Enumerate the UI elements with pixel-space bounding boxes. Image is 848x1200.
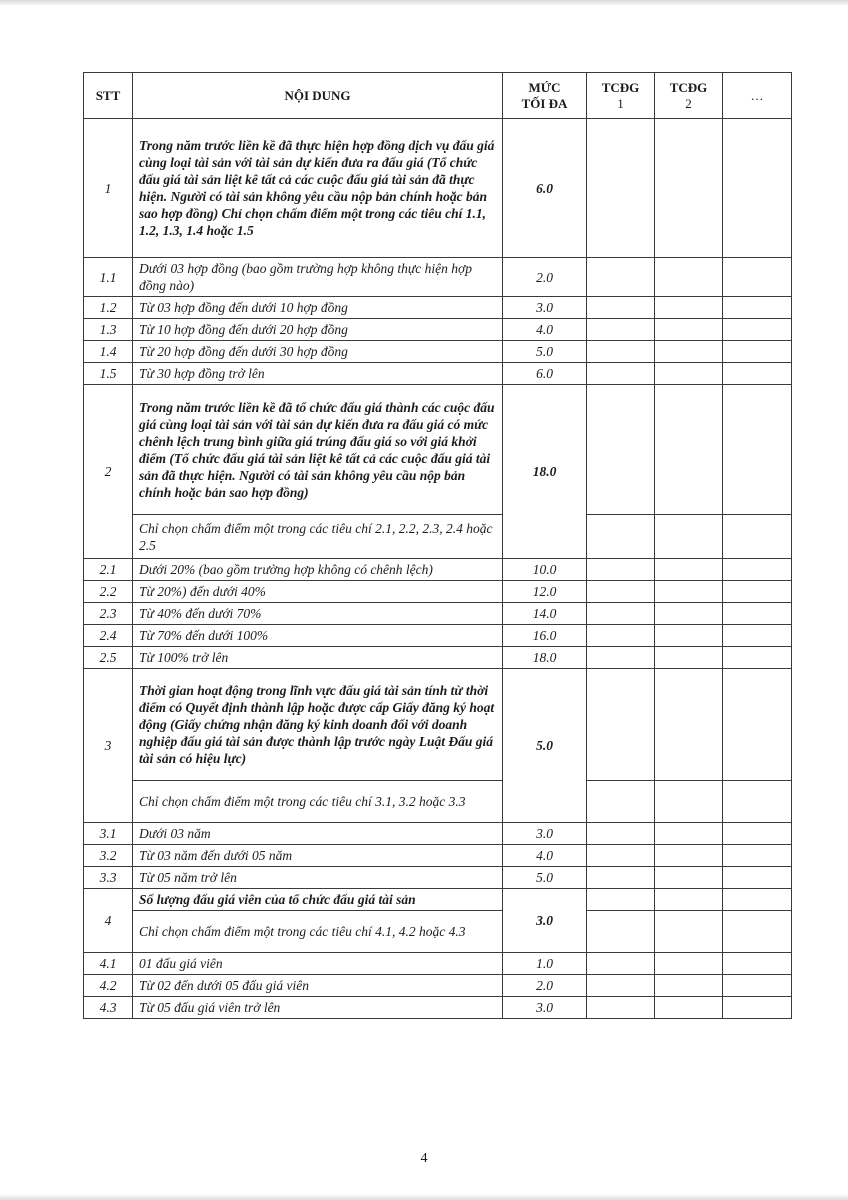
section-max: 5.0 (503, 669, 587, 823)
criterion-content: Từ 20%) đến dưới 40% (133, 581, 503, 603)
score-cell (655, 341, 723, 363)
score-cell (587, 845, 655, 867)
score-cell (655, 363, 723, 385)
table-row (84, 319, 792, 341)
criterion-max: 18.0 (503, 647, 587, 669)
score-cell (723, 559, 792, 581)
header-content: NỘI DUNG (133, 73, 503, 119)
criterion-max: 2.0 (503, 258, 587, 297)
criterion-max: 4.0 (503, 845, 587, 867)
score-cell (587, 823, 655, 845)
score-cell (655, 647, 723, 669)
section-note-row (84, 781, 792, 823)
score-cell (587, 867, 655, 889)
score-cell (655, 625, 723, 647)
criterion-stt: 1.5 (84, 363, 133, 385)
score-cell (655, 297, 723, 319)
score-cell (723, 515, 792, 559)
section-note: Chỉ chọn chấm điểm một trong các tiêu chí 4.1, 4.2 hoặc 4.3 (133, 911, 503, 953)
criterion-stt: 4.3 (84, 997, 133, 1019)
criterion-stt: 2.4 (84, 625, 133, 647)
score-cell (723, 823, 792, 845)
score-cell (655, 975, 723, 997)
score-cell (587, 997, 655, 1019)
score-cell (655, 867, 723, 889)
table-row (84, 258, 792, 297)
criterion-content: Từ 05 đấu giá viên trở lên (133, 997, 503, 1019)
criterion-content: Từ 02 đến dưới 05 đấu giá viên (133, 975, 503, 997)
score-cell (723, 867, 792, 889)
score-cell (723, 911, 792, 953)
score-cell (655, 515, 723, 559)
criterion-stt: 4.1 (84, 953, 133, 975)
criterion-stt: 3.2 (84, 845, 133, 867)
criterion-content: Từ 70% đến dưới 100% (133, 625, 503, 647)
criterion-max: 12.0 (503, 581, 587, 603)
section-content: Trong năm trước liền kề đã tổ chức đấu giá thành các cuộc đấu giá cùng loại tài sản với tài sản dự kiến đưa ra đấu giá có mức chênh lệch trung bình giữa giá trúng đấu giá so với giá khởi điểm (Tổ chức đấu giá tài sản liệt kê tất cả các cuộc đấu giá tài sản đã thực hiện. Người có tài sản không yêu cầu nộp bản chính hoặc bản sao hợp đồng) (133, 385, 503, 515)
score-cell (587, 385, 655, 515)
score-cell (723, 997, 792, 1019)
header-max: MỨC TỐI ĐA (503, 73, 587, 119)
section-stt: 2 (84, 385, 133, 559)
header-stt: STT (84, 73, 133, 119)
criterion-max: 6.0 (503, 363, 587, 385)
score-cell (723, 953, 792, 975)
criterion-max: 16.0 (503, 625, 587, 647)
score-cell (723, 319, 792, 341)
score-cell (587, 341, 655, 363)
section-max: 6.0 (503, 119, 587, 258)
table-row (84, 341, 792, 363)
table-row (84, 603, 792, 625)
section-row (84, 669, 792, 781)
table-row (84, 647, 792, 669)
score-cell (655, 119, 723, 258)
criterion-max: 14.0 (503, 603, 587, 625)
score-cell (655, 845, 723, 867)
score-cell (587, 669, 655, 781)
criterion-content: Từ 03 năm đến dưới 05 năm (133, 845, 503, 867)
table-row (84, 867, 792, 889)
criterion-stt: 1.4 (84, 341, 133, 363)
section-note-row (84, 515, 792, 559)
criterion-stt: 4.2 (84, 975, 133, 997)
criterion-content: Từ 40% đến dưới 70% (133, 603, 503, 625)
score-cell (723, 119, 792, 258)
criterion-max: 3.0 (503, 297, 587, 319)
score-cell (655, 581, 723, 603)
criterion-max: 3.0 (503, 823, 587, 845)
score-cell (587, 911, 655, 953)
section-content: Số lượng đấu giá viên của tổ chức đấu giá tài sản (133, 889, 503, 911)
score-cell (587, 625, 655, 647)
score-cell (655, 385, 723, 515)
criterion-stt: 2.2 (84, 581, 133, 603)
score-cell (723, 889, 792, 911)
score-cell (723, 363, 792, 385)
score-cell (723, 845, 792, 867)
score-cell (655, 889, 723, 911)
section-note-row (84, 911, 792, 953)
table-row (84, 823, 792, 845)
section-content: Thời gian hoạt động trong lĩnh vực đấu giá tài sản tính từ thời điểm có Quyết định thành lập hoặc được cấp Giấy đăng ký hoạt động (Giấy chứng nhận đăng ký kinh doanh đối với doanh nghiệp đấu giá tài sản được thành lập trước ngày Luật Đấu giá tài sản có hiệu lực) (133, 669, 503, 781)
criterion-max: 4.0 (503, 319, 587, 341)
table-row (84, 975, 792, 997)
header-tcdg-2: TCĐG 2 (655, 73, 723, 119)
score-cell (587, 258, 655, 297)
criterion-max: 5.0 (503, 867, 587, 889)
criterion-stt: 1.1 (84, 258, 133, 297)
table-row (84, 845, 792, 867)
score-cell (723, 669, 792, 781)
criterion-content: Từ 30 hợp đồng trở lên (133, 363, 503, 385)
score-cell (655, 997, 723, 1019)
score-cell (587, 319, 655, 341)
score-cell (587, 515, 655, 559)
score-cell (587, 603, 655, 625)
score-cell (587, 889, 655, 911)
section-content: Trong năm trước liền kề đã thực hiện hợp đồng dịch vụ đấu giá cùng loại tài sản với tài sản dự kiến đưa ra đấu giá (Tổ chức đấu giá tài sản liệt kê tất cả các cuộc đấu giá tài sản đã thực hiện. Người có tài sản không yêu cầu nộp bản chính hoặc bản sao hợp đồng) Chỉ chọn chấm điểm một trong các tiêu chí 1.1, 1.2, 1.3, 1.4 hoặc 1.5 (133, 119, 503, 258)
score-cell (655, 823, 723, 845)
criterion-max: 5.0 (503, 341, 587, 363)
section-note: Chỉ chọn chấm điểm một trong các tiêu chí 2.1, 2.2, 2.3, 2.4 hoặc 2.5 (133, 515, 503, 559)
score-cell (587, 363, 655, 385)
score-cell (655, 781, 723, 823)
score-cell (723, 258, 792, 297)
score-cell (587, 581, 655, 603)
criterion-stt: 1.2 (84, 297, 133, 319)
score-cell (655, 258, 723, 297)
score-cell (723, 341, 792, 363)
score-cell (587, 119, 655, 258)
table-header-row (84, 73, 792, 119)
score-cell (723, 781, 792, 823)
score-cell (723, 581, 792, 603)
section-stt: 1 (84, 119, 133, 258)
criterion-content: Từ 20 hợp đồng đến dưới 30 hợp đồng (133, 341, 503, 363)
criterion-content: Từ 100% trở lên (133, 647, 503, 669)
criterion-stt: 1.3 (84, 319, 133, 341)
table-row (84, 559, 792, 581)
score-cell (655, 911, 723, 953)
section-stt: 3 (84, 669, 133, 823)
score-cell (723, 625, 792, 647)
section-row (84, 889, 792, 911)
score-cell (723, 975, 792, 997)
score-cell (587, 559, 655, 581)
score-cell (723, 385, 792, 515)
criterion-content: Từ 05 năm trở lên (133, 867, 503, 889)
criterion-content: Dưới 03 hợp đồng (bao gồm trường hợp không thực hiện hợp đồng nào) (133, 258, 503, 297)
section-row (84, 119, 792, 258)
scan-edge-top (0, 0, 848, 6)
score-cell (587, 297, 655, 319)
section-note: Chỉ chọn chấm điểm một trong các tiêu chí 3.1, 3.2 hoặc 3.3 (133, 781, 503, 823)
criterion-content: Từ 03 hợp đồng đến dưới 10 hợp đồng (133, 297, 503, 319)
score-cell (723, 647, 792, 669)
criterion-max: 10.0 (503, 559, 587, 581)
criterion-stt: 3.3 (84, 867, 133, 889)
page-number: 4 (420, 1151, 428, 1166)
score-cell (655, 319, 723, 341)
score-cell (587, 647, 655, 669)
criterion-content: Dưới 03 năm (133, 823, 503, 845)
criterion-content: Dưới 20% (bao gồm trường hợp không có chênh lệch) (133, 559, 503, 581)
criterion-stt: 3.1 (84, 823, 133, 845)
scan-edge-bottom (0, 1194, 848, 1200)
criterion-content: 01 đấu giá viên (133, 953, 503, 975)
table-row (84, 953, 792, 975)
score-cell (587, 953, 655, 975)
table-row (84, 625, 792, 647)
criteria-table (83, 72, 792, 1019)
score-cell (587, 975, 655, 997)
criterion-stt: 2.3 (84, 603, 133, 625)
header-tcdg-1: TCĐG 1 (587, 73, 655, 119)
score-cell (655, 559, 723, 581)
table-row (84, 997, 792, 1019)
criterion-stt: 2.1 (84, 559, 133, 581)
score-cell (587, 781, 655, 823)
score-cell (723, 603, 792, 625)
section-max: 18.0 (503, 385, 587, 559)
criterion-content: Từ 10 hợp đồng đến dưới 20 hợp đồng (133, 319, 503, 341)
table-row (84, 297, 792, 319)
section-stt: 4 (84, 889, 133, 953)
table-row (84, 581, 792, 603)
table-row (84, 363, 792, 385)
section-max: 3.0 (503, 889, 587, 953)
header-more: … (723, 73, 792, 119)
score-cell (655, 603, 723, 625)
score-cell (655, 953, 723, 975)
score-cell (723, 297, 792, 319)
criterion-max: 3.0 (503, 997, 587, 1019)
section-row (84, 385, 792, 515)
criterion-stt: 2.5 (84, 647, 133, 669)
criterion-max: 2.0 (503, 975, 587, 997)
score-cell (655, 669, 723, 781)
criterion-max: 1.0 (503, 953, 587, 975)
